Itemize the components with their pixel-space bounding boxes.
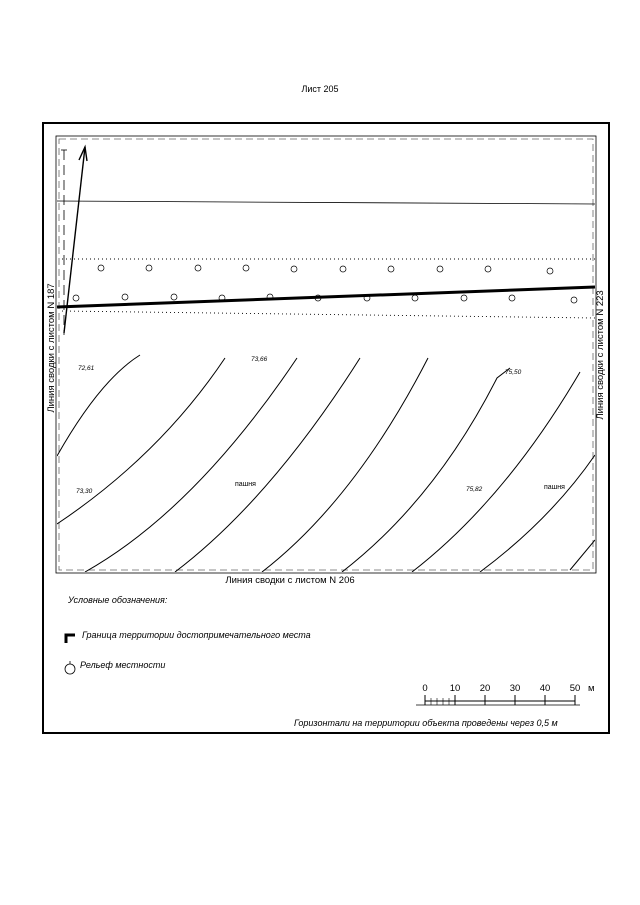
right-edge-label: Линия сводки с листом N 223: [595, 290, 606, 420]
elevation-label: 75,82: [466, 486, 483, 493]
elevation-label: 73,66: [251, 356, 268, 363]
left-edge-label: Линия сводки с листом N 187: [46, 283, 57, 413]
scale-bar: [416, 683, 595, 705]
relief-point-icon: [437, 266, 443, 272]
bottom-edge-label: Линия сводки с листом N 206: [225, 575, 355, 586]
outer-frame: [43, 123, 609, 733]
contour-interval-note: Горизонтали на территории объекта проведены через 0,5 м: [294, 718, 558, 728]
contour-line: [480, 455, 595, 572]
relief-point-icon: [73, 295, 79, 301]
land-use-label: пашня: [235, 481, 256, 488]
scale-tick-label: 40: [539, 683, 551, 694]
dotted-line-lower: [62, 311, 595, 318]
scale-tick-label: 50: [569, 683, 581, 694]
scale-tick-label: 10: [449, 683, 461, 694]
legend-item-label: Граница территории достопримечательного места: [82, 630, 311, 640]
elevation-label: 72,61: [78, 365, 95, 372]
road-line: [57, 201, 595, 204]
elevation-label: 73,30: [76, 488, 93, 495]
relief-point-icon: [195, 265, 201, 271]
contour-line: [57, 358, 225, 524]
contour-line: [262, 358, 428, 572]
relief-point-icon: [485, 266, 491, 272]
legend-item-label: Рельеф местности: [80, 660, 166, 670]
relief-point-icon: [547, 268, 553, 274]
relief-point-icon: [171, 294, 177, 300]
relief-point-icon: [291, 266, 297, 272]
relief-point-icon: [571, 297, 577, 303]
legend-title: Условные обозначения:: [68, 595, 168, 605]
relief-point-icon: [509, 295, 515, 301]
contour-line: [342, 368, 510, 572]
relief-point-icon: [388, 266, 394, 272]
relief-point-icon: [340, 266, 346, 272]
relief-point-icon: [243, 265, 249, 271]
elevation-label: 75,50: [505, 369, 522, 376]
contour-line: [175, 358, 360, 572]
relief-point-icon: [461, 295, 467, 301]
relief-point-icon: [146, 265, 152, 271]
contour-line: [85, 358, 297, 572]
boundary-corner-icon: [66, 635, 75, 643]
scale-tick-label: 20: [479, 683, 491, 694]
sheet-title: Лист 205: [301, 84, 339, 94]
contour-lines: [57, 355, 595, 572]
land-use-label: пашня: [544, 484, 565, 491]
relief-point-icon: [98, 265, 104, 271]
scale-tick-label: 30: [509, 683, 521, 694]
relief-point-icon: [65, 661, 75, 674]
contour-line: [570, 540, 595, 570]
contour-line: [412, 372, 580, 572]
scale-unit: м: [588, 683, 595, 694]
relief-point-icon: [122, 294, 128, 300]
relief-point-icon: [412, 295, 418, 301]
contour-line: [57, 355, 140, 456]
scale-tick-label: 0: [422, 683, 428, 694]
